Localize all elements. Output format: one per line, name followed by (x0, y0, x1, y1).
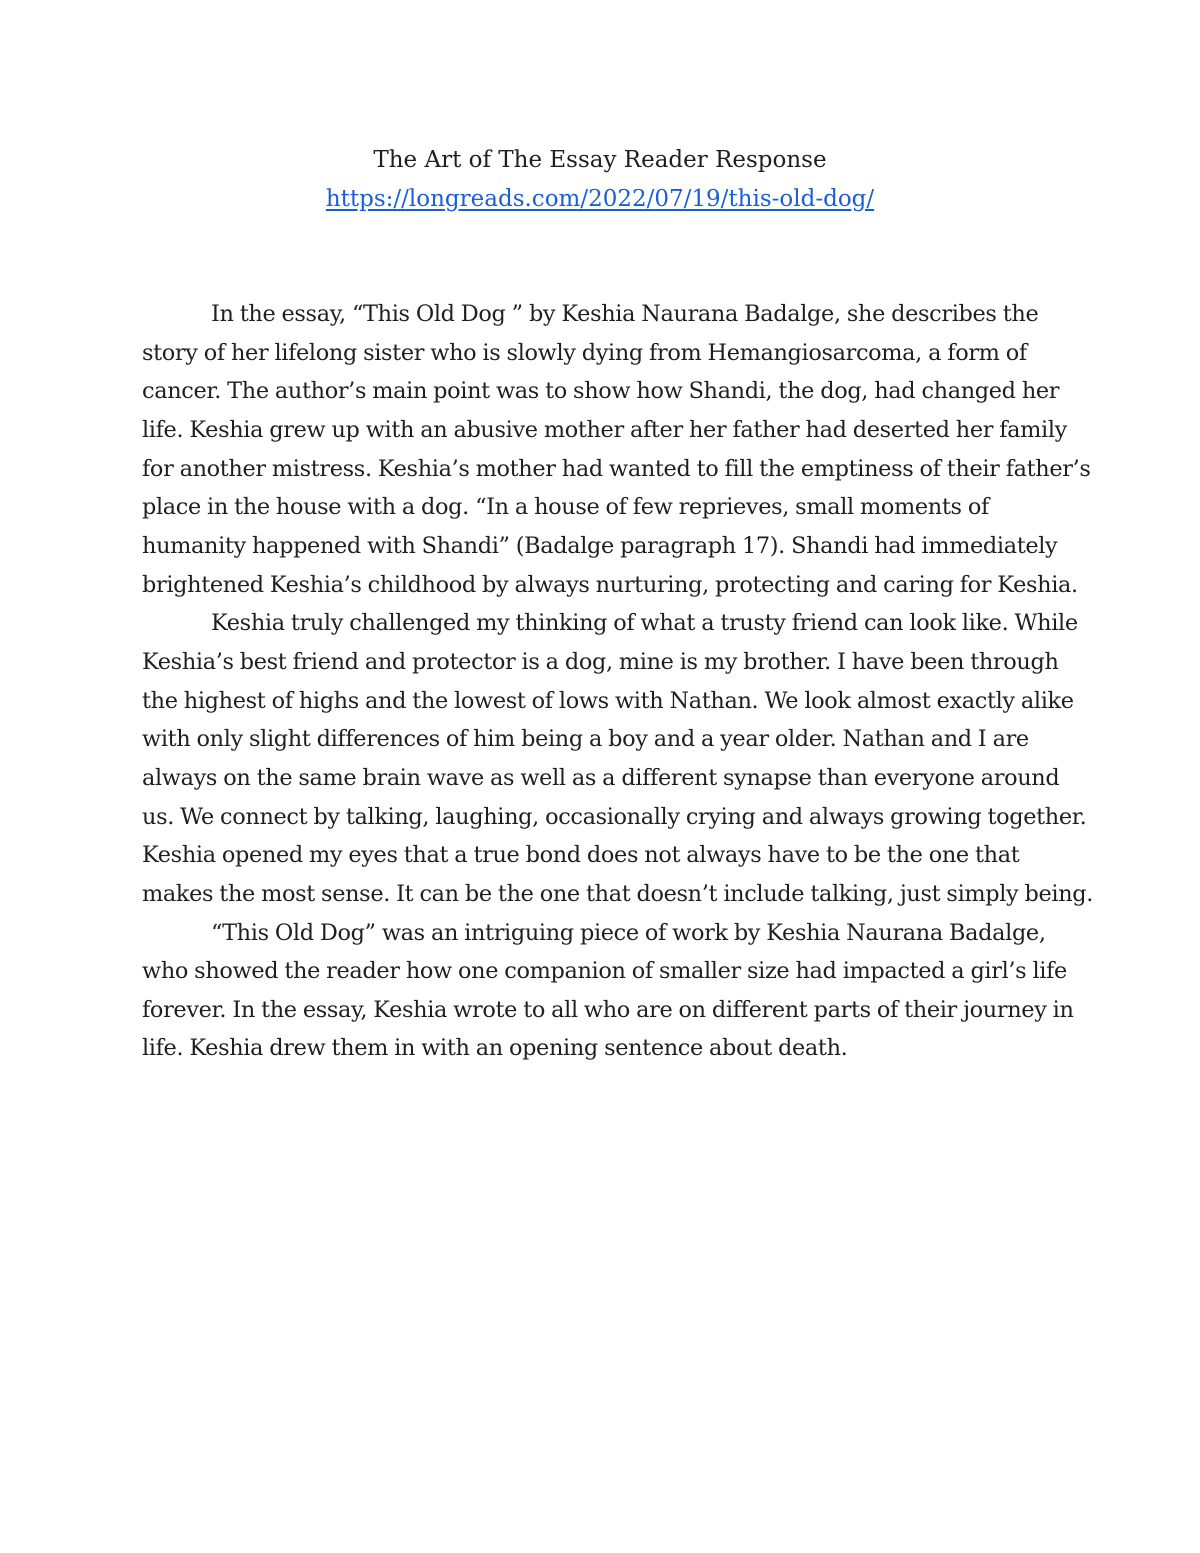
document-title: The Art of The Essay Reader Response (373, 147, 827, 173)
essay-paragraph-1: In the essay, “This Old Dog ” by Keshia Naurana Badalge, she describes the story of her lifelong sister who is slowly dying from Hemangiosarcoma, a form of cancer. The author’s main point was to show how Shandi, the dog, had changed her life. Keshia grew up with an abusive mother after her father had deserted her family for another mistress. Keshia’s mother had wanted to fill the emptiness of their father’s place in the house with a dog. “In a house of few reprieves, small moments of humanity happened with Shandi” (Badalge paragraph 17). Shandi had immediately brightened Keshia’s childhood by always nurturing, protecting and caring for Keshia. (142, 301, 1091, 598)
source-link[interactable]: https://longreads.com/2022/07/19/this-old-dog/ (325, 185, 875, 212)
source-link-line (0, 180, 1200, 219)
essay-body (142, 295, 1094, 1068)
essay-paragraph-3: “This Old Dog” was an intriguing piece of work by Keshia Naurana Badalge, who showed the reader how one companion of smaller size had impacted a girl’s life forever. In the essay, Keshia wrote to all who are on different parts of their journey in life. Keshia drew them in with an opening sentence about death. (142, 919, 1074, 1062)
essay-paragraph-2: Keshia truly challenged my thinking of what a trusty friend can look like. While Keshia’s best friend and protector is a dog, mine is my brother. I have been through the highest of highs and the lowest of lows with Nathan. We look almost exactly alike with only slight differences of him being a boy and a year older. Nathan and I are always on the same brain wave as well as a different synapse than everyone around us. We connect by talking, laughing, occasionally crying and always growing together. Keshia opened my eyes that a true bond does not always have to be the one that makes the most sense. It can be the one that doesn’t include talking, just simply being. (142, 610, 1094, 907)
document-header (0, 141, 1200, 218)
